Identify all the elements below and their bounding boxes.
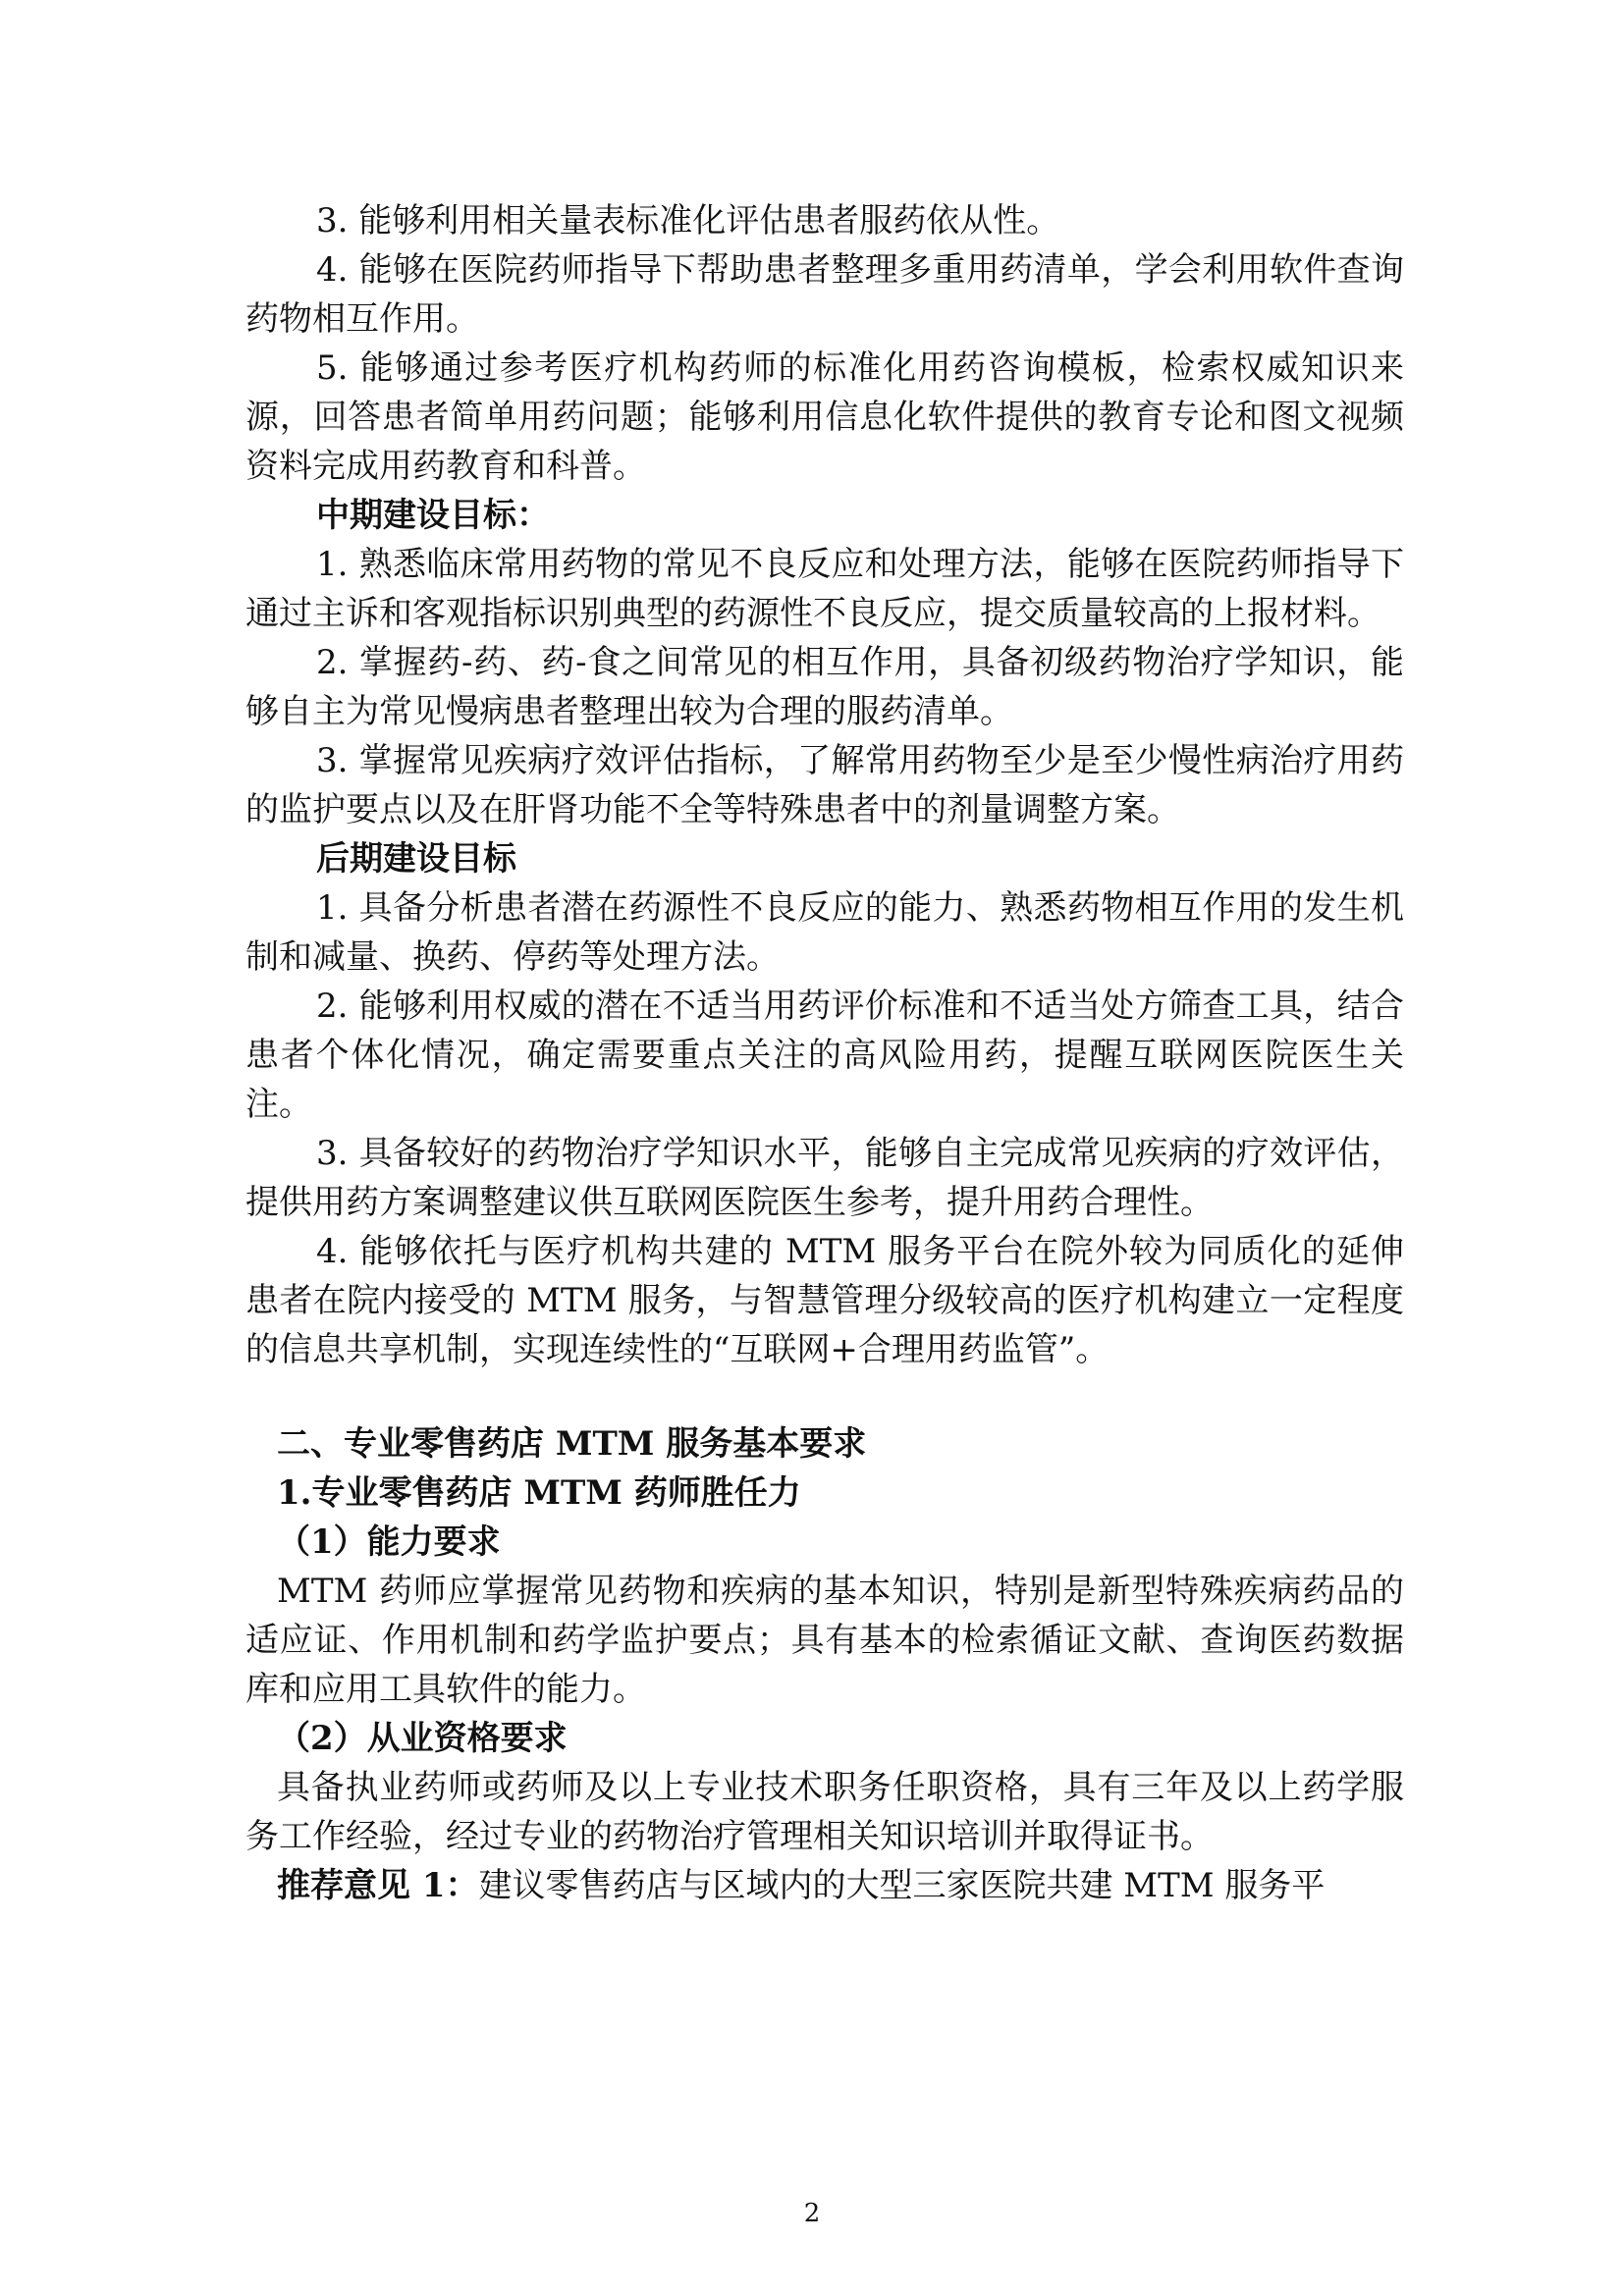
mid-term-item-1: 1. 熟悉临床常用药物的常见不良反应和处理方法，能够在医院药师指导下通过主诉和客观指标识别典型的药源性不良反应，提交质量较高的上报材料。	[245, 545, 1404, 633]
mid-term-item-2: 2. 掌握药-药、药-食之间常见的相互作用，具备初级药物治疗学知识，能够自主为常见慢病患者整理出较为合理的服药清单。	[245, 643, 1404, 731]
section-2-subtitle: 1.专业零售药店 MTM 药师胜任力	[277, 1473, 801, 1513]
intro-item-3: 3. 能够利用相关量表标准化评估患者服药依从性。	[316, 201, 1060, 240]
late-term-item-3: 3. 具备较好的药物治疗学知识水平，能够自主完成常见疾病的疗效评估，提供用药方案调整建议供互联网医院医生参考，提升用药合理性。	[245, 1134, 1404, 1222]
late-term-item-2: 2. 能够利用权威的潜在不适当用药评价标准和不适当处方筛查工具，结合患者个体化情况，确定需要重点关注的高风险用药，提醒互联网医院医生关注。	[245, 987, 1404, 1124]
page-number: 2	[803, 2199, 821, 2228]
intro-item-5: 5. 能够通过参考医疗机构药师的标准化用药咨询模板，检索权威知识来源，回答患者简单用药问题；能够利用信息化软件提供的教育专论和图文视频资料完成用药教育和科普。	[245, 348, 1404, 486]
recommendation-paragraph	[245, 1861, 1404, 1910]
document-body	[245, 196, 1404, 1910]
recommendation-label: 推荐意见 1：	[277, 1866, 479, 1905]
mid-term-heading: 中期建设目标：	[316, 496, 550, 535]
ability-heading: （1）能力要求	[277, 1522, 501, 1562]
ability-text: MTM 药师应掌握常见药物和疾病的基本知识，特别是新型特殊疾病药品的适应证、作用机制和药学监护要点；具有基本的检索循证文献、查询医药数据库和应用工具软件的能力。	[245, 1572, 1404, 1709]
late-term-heading: 后期建设目标	[316, 839, 516, 879]
recommendation-text: 建议零售药店与区域内的大型三家医院共建 MTM 服务平	[478, 1866, 1326, 1905]
qualification-text: 具备执业药师或药师及以上专业技术职务任职资格，具有三年及以上药学服务工作经验，经过专业的药物治疗管理相关知识培训并取得证书。	[245, 1768, 1404, 1856]
late-term-item-1: 1. 具备分析患者潜在药源性不良反应的能力、熟悉药物相互作用的发生机制和减量、换药、停药等处理方法。	[245, 888, 1404, 977]
section-2-title: 二、专业零售药店 MTM 服务基本要求	[277, 1424, 867, 1464]
late-term-item-4: 4. 能够依托与医疗机构共建的 MTM 服务平台在院外较为同质化的延伸患者在院内接受的 MTM 服务，与智慧管理分级较高的医疗机构建立一定程度的信息共享机制，实现连续性的“互联网+合理用药监管”。	[245, 1232, 1404, 1369]
mid-term-item-3: 3. 掌握常见疾病疗效评估指标，了解常用药物至少是至少慢性病治疗用药的监护要点以及在肝肾功能不全等特殊患者中的剂量调整方案。	[245, 741, 1404, 829]
intro-item-4: 4. 能够在医院药师指导下帮助患者整理多重用药清单，学会利用软件查询药物相互作用。	[245, 250, 1404, 339]
qualification-heading: （2）从业资格要求	[277, 1719, 568, 1758]
